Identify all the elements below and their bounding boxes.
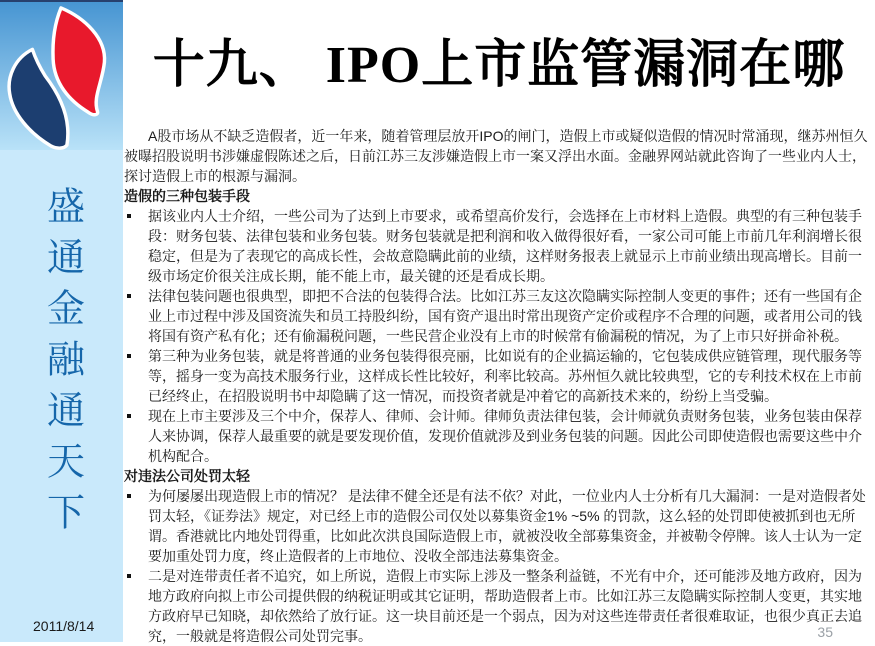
bullet-item [124,206,872,286]
bullet-marker [127,354,131,358]
bullet-text: 现在上市主要涉及三个中介，保荐人、律师、会计师。律师负责法律包装，会计师就负责财务包装，业务包装由保荐人来协调，保荐人最重要的就是要发现价值，发现价值就涉及到业务包装的问题。因此公司即使造假也需要这些中介机构配合。 [148,408,862,464]
bullet-marker [127,574,131,578]
slide-date: 2011/8/14 [33,618,95,634]
bullet-marker [127,294,131,298]
bullet-item [124,566,872,646]
bullet-marker [127,494,131,498]
bullet-item [124,346,872,406]
slide-title: 十九、 IPO上市监管漏洞在哪 [152,37,846,94]
bullet-item [124,486,872,566]
sidebar-motto: 盛通金融通天下 [40,186,83,543]
bullet-marker [127,414,131,418]
bullet-text: 二是对连带责任者不追究，如上所说，造假上市实际上涉及一整条利益链，不光有中介，还可能涉及地方政府，因为地方政府向拟上市公司提供假的纳税证明或其它证明，帮助造假者上市。比如江苏三友隐瞒实际控制人变更，其实地方政府早已知晓，却依然给了放行证。这一块目前还是一个弱点，因为对这些连带责任者很难取证，也很少真正去追究，一般就是将造假公司处罚完事。 [148,568,862,644]
sidebar-motto-wrap [0,186,123,558]
bullet-text: 法律包装问题也很典型，即把不合法的包装得合法。比如江苏三友这次隐瞒实际控制人变更的事件；还有一些国有企业上市过程中涉及国资流失和员工持股纠纷，国有资产退出时常出现资产定价或程序不合理的问题，或者用公司的钱将国有资产私有化；还有偷漏税问题，一些民营企业没有上市的时候常有偷漏税的情况，为了上市只好拼命补税。 [148,288,862,344]
intro-paragraph: A股市场从不缺乏造假者，近一年来，随着管理层放开IPO的闸门，造假上市或疑似造假的情况时常涌现，继苏州恒久被曝招股说明书涉嫌虚假陈述之后，日前江苏三友涉嫌造假上市一案又浮出水面。金融界网站就此咨询了一些业内人士，探讨造假上市的根源与漏洞。 [124,128,868,184]
main-content [123,0,875,646]
section-heading-2: 对违法公司处罚太轻 [124,468,250,484]
sidebar [0,0,123,642]
body-text [124,126,872,646]
bullet-text: 第三种为业务包装，就是将普通的业务包装得很亮丽，比如说有的企业搞运输的，它包装成供应链管理，现代服务等等，摇身一变为高技术服务行业，这样成长性比较好，利率比较高。苏州恒久就比较典型，它的专利技术权在上市前已经终止，在招股说明书中却隐瞒了这一情况，而投资者就是冲着它的高新技术来的，纷纷上当受骗。 [148,348,862,404]
bullet-marker [127,214,131,218]
bullet-item [124,406,872,466]
bullet-text: 为何屡屡出现造假上市的情况？ 是法律不健全还是有法不依？对此，一位业内人士分析有几大漏洞：一是对造假者处罚太轻，《证券法》规定，对已经上市的造假公司仅处以募集资金1% ~5% 的罚款，这么轻的处罚即使被抓到也无所谓。香港就比内地处罚得重，比如此次洪良国际造假上市，就被没收全部募集资金，并被勒令停牌。该人士认为一定要加重处罚力度，终止造假者的上市地位、没收全部违法募集资金。 [148,488,866,564]
page-number: 35 [817,624,833,640]
section-heading-1: 造假的三种包装手段 [124,188,250,204]
flame-s-icon [0,2,123,150]
bullet-item [124,286,872,346]
bullet-text: 据该业内人士介绍，一些公司为了达到上市要求，或希望高价发行，会选择在上市材料上造假。典型的有三种包装手段：财务包装、法律包装和业务包装。财务包装就是把利润和收入做得很好看，一家公司可能上市前几年利润增长很稳定，但是为了表现它的高成长性，会故意隐瞒此前的业绩，这样财务报表上就显示上市前业绩出现高增长。目前一级市场定价很关注成长期，能不能上市，最关键的还是看成长期。 [148,208,862,284]
company-logo [0,0,123,150]
